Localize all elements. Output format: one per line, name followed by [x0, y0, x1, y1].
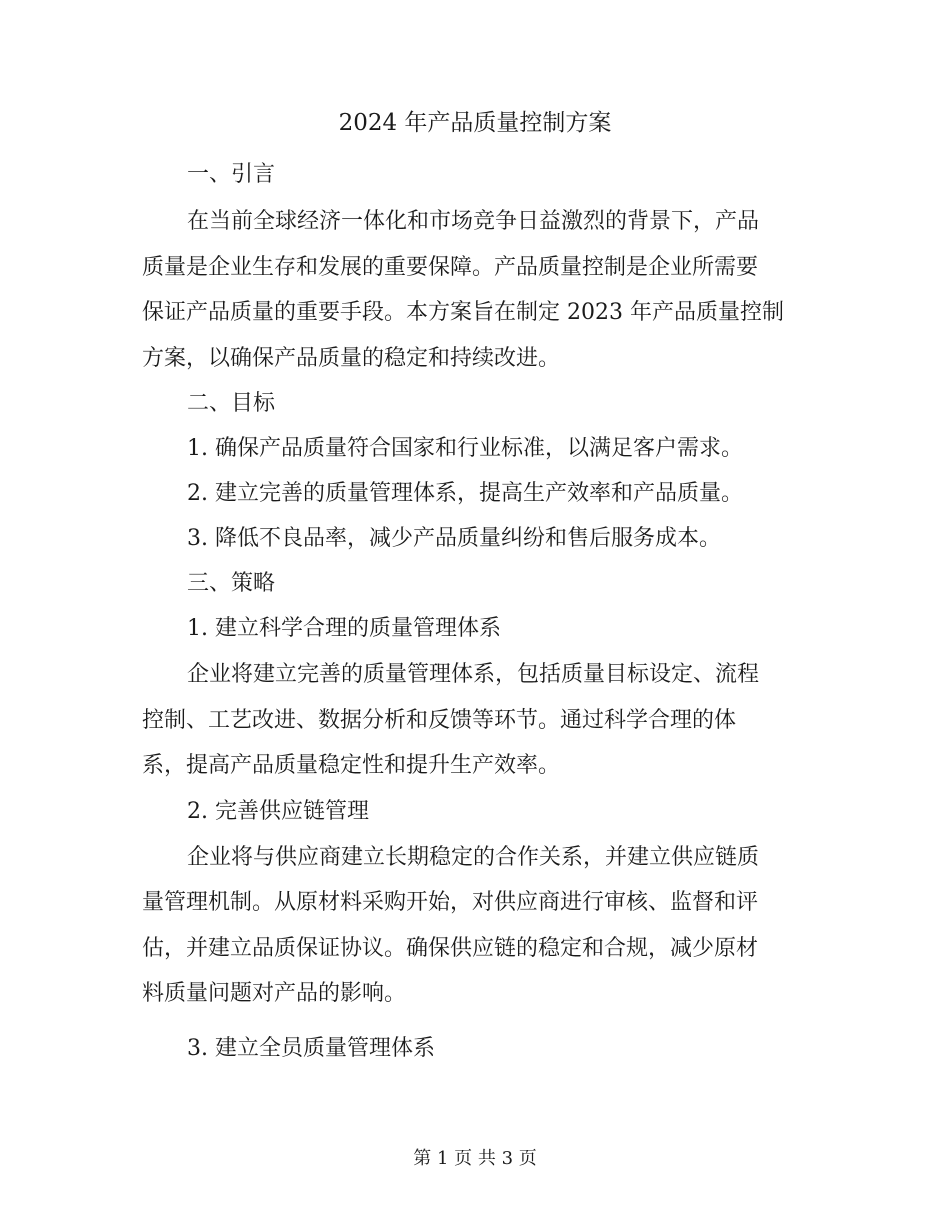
paragraph-line: 料质量问题对产品的影响。	[142, 981, 407, 1006]
paragraph-line: 保证产品质量的重要手段。本方案旨在制定 2023 年产品质量控制	[142, 300, 784, 325]
paragraph-line: 控制、工艺改进、数据分析和反馈等环节。通过科学合理的体	[142, 707, 737, 733]
paragraph-quality-system	[142, 652, 808, 789]
paragraph-introduction	[142, 199, 808, 381]
paragraph-line: 方案，以确保产品质量的稳定和持续改进。	[142, 345, 561, 371]
paragraph-line: 质量是企业生存和发展的重要保障。产品质量控制是企业所需要	[142, 254, 759, 280]
section-heading-introduction: 一、引言	[187, 162, 276, 187]
strategy-item-3-heading: 3. 建立全员质量管理体系	[187, 1035, 435, 1061]
strategy-item-2-heading: 2. 完善供应链管理	[187, 798, 369, 824]
paragraph-line: 估，并建立品质保证协议。确保供应链的稳定和合规，减少原材	[142, 935, 759, 961]
paragraph-supply-chain	[142, 835, 808, 1017]
page-number-footer: 第 1 页 共 3 页	[413, 1148, 537, 1169]
paragraph-line: 企业将与供应商建立长期稳定的合作关系，并建立供应链质	[187, 844, 760, 870]
paragraph-line: 企业将建立完善的质量管理体系，包括质量目标设定、流程	[187, 662, 760, 687]
goal-item-2: 2. 建立完善的质量管理体系，提高生产效率和产品质量。	[187, 481, 743, 506]
goal-item-1: 1. 确保产品质量符合国家和行业标准，以满足客户需求。	[187, 436, 743, 461]
paragraph-line: 量管理机制。从原材料采购开始，对供应商进行审核、监督和评	[142, 890, 759, 915]
paragraph-line: 在当前全球经济一体化和市场竞争日益激烈的背景下，产品	[187, 209, 760, 234]
paragraph-line: 系，提高产品质量稳定性和提升生产效率。	[142, 753, 561, 778]
document-title: 2024 年产品质量控制方案	[338, 110, 612, 136]
strategy-item-1-heading: 1. 建立科学合理的质量管理体系	[187, 616, 501, 641]
section-heading-goals: 二、目标	[187, 391, 276, 416]
goal-item-3: 3. 降低不良品率，减少产品质量纠纷和售后服务成本。	[187, 526, 721, 551]
section-heading-strategy: 三、策略	[187, 571, 276, 596]
document-body	[142, 152, 808, 1071]
